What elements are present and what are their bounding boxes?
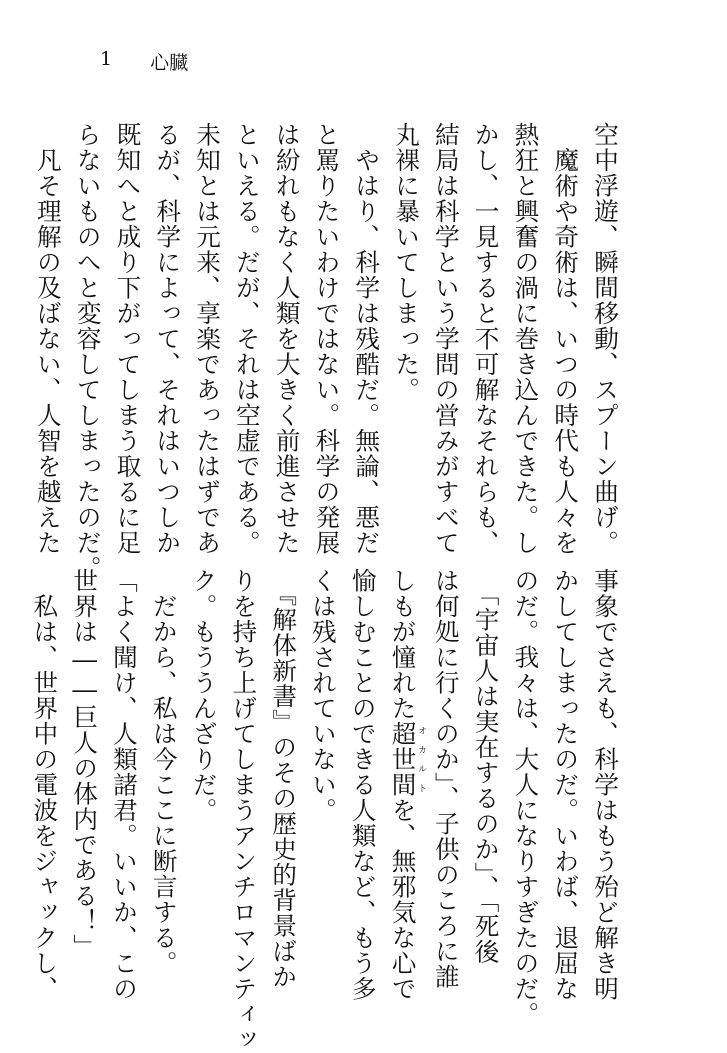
text-column: かし、一見すると不可解なそれらも、 [471,122,501,556]
text-column: るが、科学によって、それはいつしか [153,122,183,556]
ruby-reading: オカルト [416,721,427,798]
text-column: らないものへと変容してしまったのだ。 [73,122,103,581]
text-column-with-ruby [383,568,427,1002]
text-column: やはり、科学は残酷だ。無論、悪だ [352,122,382,556]
text-column: 事象でさえも、科学はもう殆ど解き明 [591,568,620,1002]
text-column: 凡そ理解の及ばない、人智を越えた [33,122,63,556]
ruby-following-text: を、無邪気な心で [388,797,418,1002]
text-column: 既知へと成り下がってしまう取るに足 [113,122,143,556]
text-column: 丸裸に暴いてしまった。 [392,122,422,403]
text-column: 魔術や奇術は、いつの時代も人々を [551,122,581,556]
text-column: ク。もううんざりだ。 [189,568,219,823]
chapter-header [100,48,188,75]
text-column: りを持ち上げてしまうアンチロマンティッ [229,568,259,1053]
text-column: 結局は科学という学問の営みがすべて [431,122,461,556]
text-column: だから、私は今ここに断言する。 [149,568,179,976]
text-column: は紛れもなく人類を大きく前進させた [272,122,302,556]
text-column: 世界は――巨人の体内である！」 [70,568,100,960]
text-column: 空中浮遊、瞬間移動、スプーン曲げ。 [591,122,620,556]
bottom-text-block [25,568,625,1053]
text-column: くは残されていない。 [308,568,338,823]
ruby-annotation [388,721,427,798]
text-column: は何処に行くのか」、子供のころに誰 [431,568,461,990]
chapter-title: 心臓 [150,52,189,74]
text-column: と罵りたいわけではない。科学の発展 [312,122,342,556]
text-column: のだ。我々は、大人になりすぎたのだ。 [511,568,541,1027]
chapter-number: 1 [100,48,113,70]
text-column: 『解体新書』のその歴史的背景ばか [269,568,299,990]
text-column: 私は、世界中の電波をジャックし、 [30,568,60,1002]
text-column: 「よく聞け、人類諸君。いいか、この [109,568,139,1002]
ruby-base: 超世間 [388,721,418,798]
text-column: 未知とは元来、享楽であったはずであ [193,122,223,556]
text-column: かしてしまったのだ。いわば、退屈な [551,568,581,1002]
text-column: といえる。だが、それは空虚である。 [232,122,262,556]
top-text-block [28,122,625,581]
ruby-preceding-text: しもが憧れた [388,568,418,721]
text-column: 熱狂と興奮の渦に巻き込んできた。し [511,122,541,556]
text-column: 「宇宙人は実在するのか」、「死後 [471,568,501,965]
text-column: 愉しむことのできる人類など、もう多 [348,568,378,1002]
